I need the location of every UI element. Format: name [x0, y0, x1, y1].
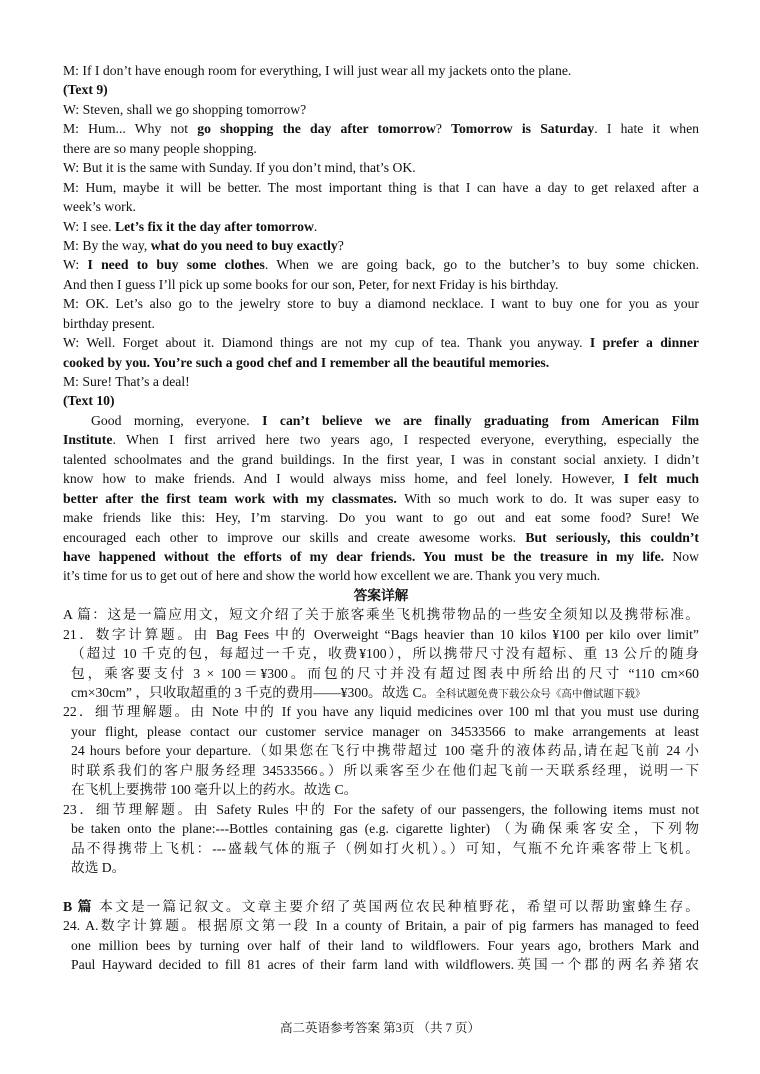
text-line: And then I guess I’ll pick up some books for our son, Peter, for next Friday is his birthday.: [63, 276, 559, 292]
text-line: make friends like this: Hey, I’m starving. Do you want to go out and eat some food? Sure! We: [63, 510, 699, 526]
bold-text: better after the first team work with my classmates.: [63, 490, 397, 506]
text-line: be taken onto the plane:---Bottles containing gas (e.g. cigarette lighter) （为确保乘客安全，下列物: [71, 821, 699, 837]
text-line: W: I see. Let’s fix it the day after tomorrow.: [63, 218, 318, 234]
watermark-note: 全科试题免费下载公众号《高中僧试题下载》: [435, 689, 646, 700]
text-line: one million bees by turning over half of their land to wildflowers. Four years ago, brothers Mark and: [71, 937, 699, 953]
bold-text: Let’s fix it the day after tomorrow: [114, 218, 314, 234]
bold-text: But seriously, this couldn’t: [525, 529, 699, 545]
text-line: （超过 10 千克的包，每超过一千克，收费¥100），所以携带尺寸没有超标、重 13 公斤的随身: [71, 646, 699, 662]
text-line: 故选 D。: [71, 859, 126, 875]
text-line: 24. A.数字计算题。根据原文第一段 In a county of Britain, a pair of pig farmers has managed to feed: [63, 918, 699, 934]
text-line: Good morning, everyone. I can’t believe we are finally graduating from American Film: [91, 412, 699, 428]
bold-text: (Text 10): [63, 393, 115, 409]
bold-text: (Text 9): [63, 82, 108, 98]
bold-text: go shopping the day after tomorrow: [197, 121, 436, 137]
text-line: week’s work.: [63, 199, 136, 215]
text-line: 22．细节理解题。由 Note 中的 If you have any liquid medicines over 100 ml that you must use during: [63, 704, 699, 720]
text-line: birthday present.: [63, 315, 155, 331]
bold-text: I need to buy some clothes: [87, 257, 265, 273]
text-line: A 篇：这是一篇应用文，短文介绍了关于旅客乘坐飞机携带物品的一些安全须知以及携带标准。: [63, 607, 699, 623]
text-line: there are so many people shopping.: [63, 140, 257, 156]
bold-text: I can’t believe we are finally graduating from American Film: [262, 412, 699, 428]
text-line: M: By the way, what do you need to buy exactly?: [63, 237, 344, 253]
answer-key-document: [63, 61, 699, 975]
text-line: 包，乘客要支付 3 × 100＝¥300。而包的尺寸并没有超过图表中所给出的尺寸 “110 cm×60: [71, 665, 699, 681]
bold-text: cooked by you. You’re such a good chef and I remember all the beautiful memories.: [63, 354, 550, 370]
blank-line: [63, 877, 699, 896]
text-line: M: OK. Let’s also go to the jewelry store to buy a diamond necklace. I want to buy one for you as your: [63, 296, 699, 312]
bold-text: what do you need to buy exactly: [150, 237, 338, 253]
text-line: W: Steven, shall we go shopping tomorrow?: [63, 101, 307, 117]
text-line: M: Sure! That’s a deal!: [63, 374, 190, 389]
text-line: talented schoolmates and the grand buildings. In the first year, I was in constant social anxiety. I didn’t: [63, 451, 699, 467]
text-line: B 篇 本文是一篇记叙文。文章主要介绍了英国两位农民种植野花，希望可以帮助蜜蜂生存。: [63, 898, 699, 914]
text-line: [63, 353, 699, 372]
text-line: [63, 80, 699, 99]
text-line: encouraged each other to improve our skills and create awesome works. But seriously, this couldn’t: [63, 529, 699, 545]
text-line: 时联系我们的客户服务经理 34533566。）所以乘客至少在他们起飞前一天联系经理，说明一下: [71, 762, 699, 778]
text-line: M: Hum... Why not go shopping the day after tomorrow? Tomorrow is Saturday. I hate it when: [63, 121, 699, 137]
bold-text: I prefer a dinner: [589, 335, 699, 351]
text-line: [63, 391, 699, 410]
text-line: 在飞机上要携带 100 毫升以上的药水。故选 C。: [71, 782, 358, 798]
text-line: M: If I don’t have enough room for everything, I will just wear all my jackets onto the plane.: [63, 63, 572, 78]
text-line: your flight, please contact our customer service manager on 34533566 to make arrangements at least: [71, 723, 699, 739]
bold-text: Institute: [63, 432, 113, 448]
text-line: M: Hum, maybe it will be better. The most important thing is that I can have a day to get relaxed after a: [63, 179, 699, 195]
text-line: W: Well. Forget about it. Diamond things are not my cup of tea. Thank you anyway. I prefer a dinner: [63, 335, 699, 351]
text-line: know how to make friends. And I would always miss home, and feel lonely. However, I felt much: [63, 471, 699, 487]
bold-text: B 篇: [63, 898, 94, 914]
bold-text: Tomorrow is Saturday: [451, 121, 595, 137]
text-line: 品不得携带上飞机：---盛载气体的瓶子（例如打火机）。）可知，气瓶不允许乘客带上飞机。: [71, 840, 699, 856]
page-footer: 高二英语参考答案 第3页 （共 7 页）: [279, 1021, 480, 1035]
text-line: Paul Hayward decided to fill 81 acres of their farm land with wildflowers.英国一个郡的两名养猪农: [71, 957, 699, 973]
text-line: have happened without the efforts of my dear friends. You must be the treasure in my life. Now: [63, 548, 699, 564]
text-line: better after the first team work with my classmates. With so much work to do. It was super easy to: [63, 490, 699, 506]
text-line: 21．数字计算题。由 Bag Fees 中的 Overweight “Bags heavier than 10 kilos ¥100 per kilo over limit”: [63, 626, 699, 642]
section-heading: 答案详解: [353, 587, 409, 603]
text-line: cm×30cm” ，只收取超重的 3 千克的费用——¥300。故选 C。全科试题免费下载公众号《高中僧试题下载》: [71, 685, 646, 700]
text-line: W: I need to buy some clothes. When we are going back, go to the butcher’s to buy some chicken.: [63, 257, 699, 273]
text-line: 23．细节理解题。由 Safety Rules 中的 For the safety of our passengers, the following items must not: [63, 801, 699, 817]
text-line: it’s time for us to get out of here and show the world how excellent we are. Thank you very much.: [63, 568, 601, 584]
bold-text: I felt much: [623, 471, 699, 487]
bold-text: have happened without the efforts of my dear friends. You must be the treasure in my life.: [63, 548, 665, 564]
text-line: 24 hours before your departure.（如果您在飞行中携带超过 100 毫升的液体药品,请在起飞前 24 小: [71, 743, 699, 759]
text-line: W: But it is the same with Sunday. If you don’t mind, that’s OK.: [63, 160, 416, 176]
text-line: Institute. When I first arrived here two years ago, I respected everyone, everything, especially the: [63, 432, 699, 448]
